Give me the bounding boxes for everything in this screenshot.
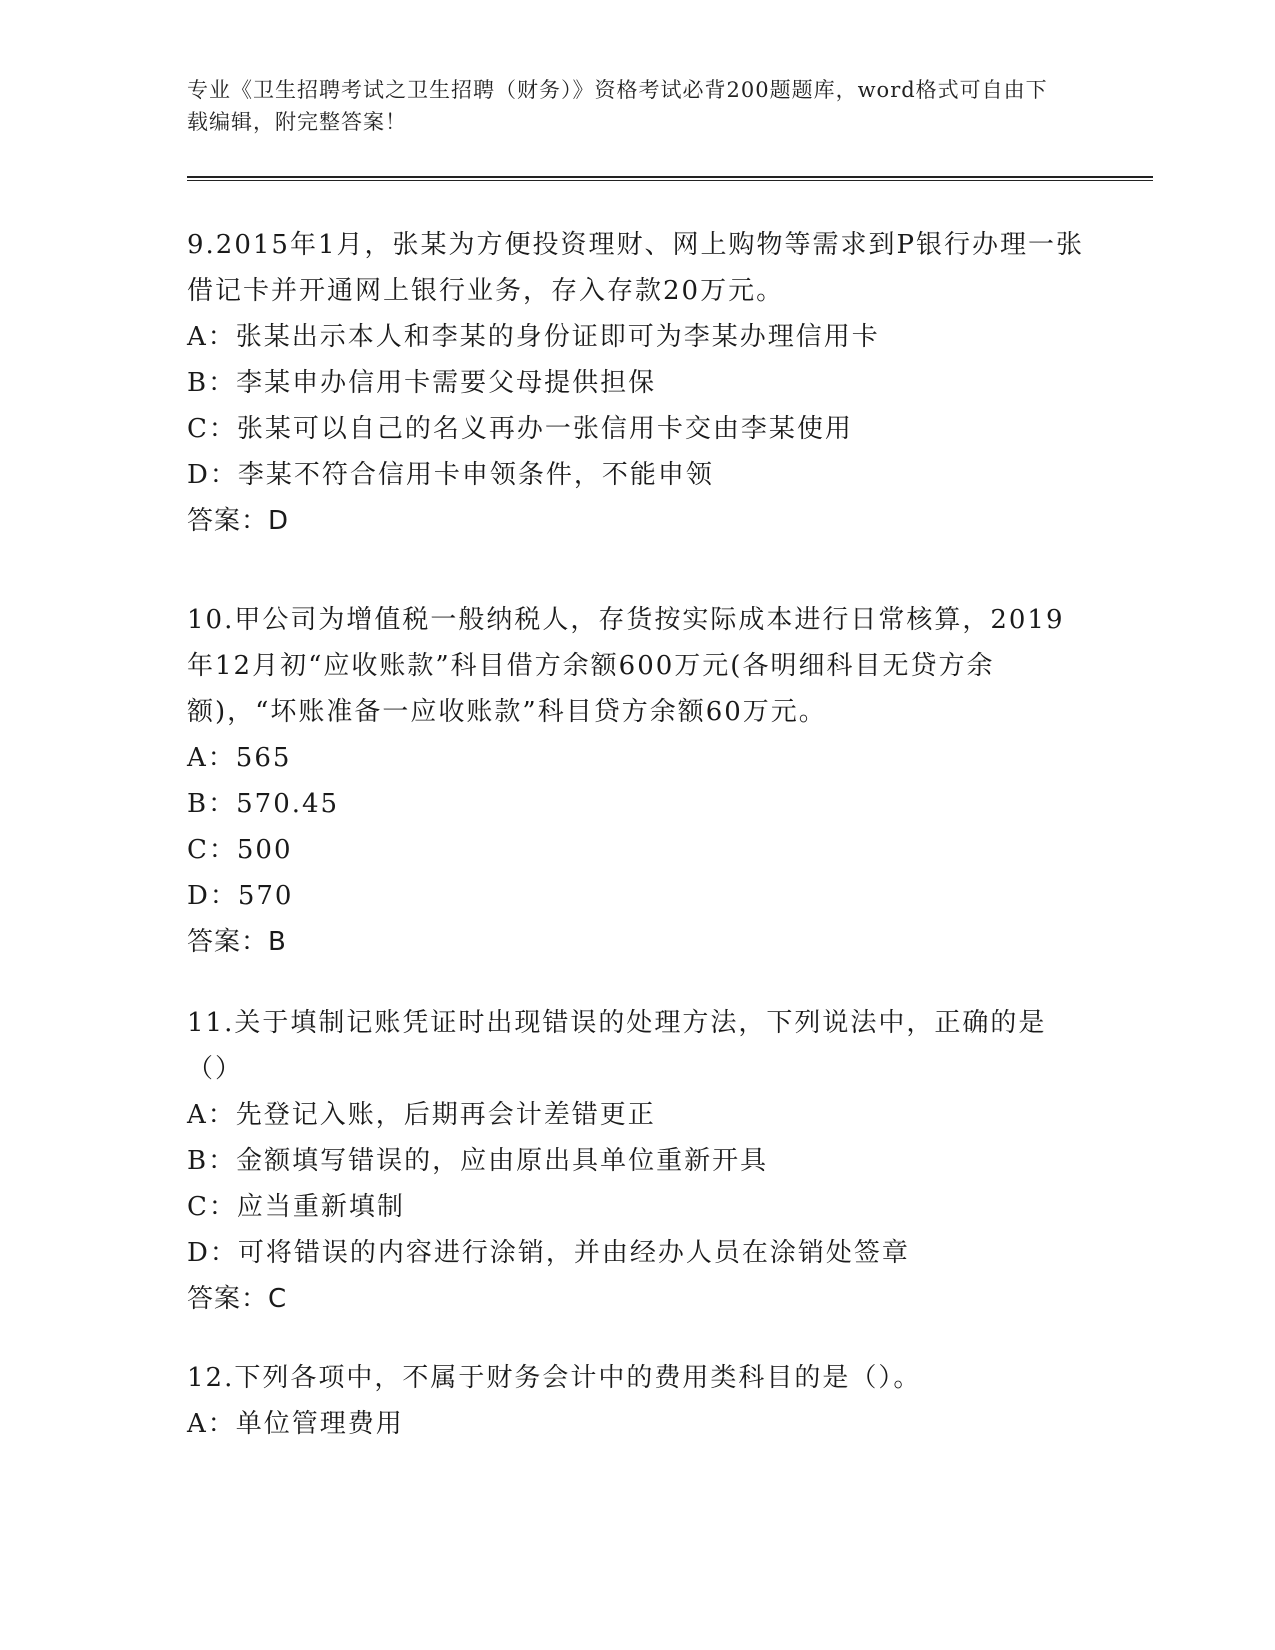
question-block [187, 597, 1087, 965]
option-d: D：李某不符合信用卡申领条件，不能申领 [187, 460, 714, 490]
header-text: 专业《卫生招聘考试之卫生招聘（财务）》资格考试必背200题题库，word格式可自由下载编辑，附完整答案！ [187, 78, 1048, 134]
option-a: A：张某出示本人和李某的身份证即可为李某办理信用卡 [187, 322, 880, 352]
answer-line: 答案：B [187, 927, 287, 957]
question-stem: 12.下列各项中，不属于财务会计中的费用类科目的是（）。 [187, 1363, 922, 1393]
question-stem: 9.2015年1月，张某为方便投资理财、网上购物等需求到P银行办理一张借记卡并开通网上银行业务，存入存款20万元。 [187, 230, 1085, 306]
option-a: A：单位管理费用 [187, 1409, 404, 1439]
answer-line: 答案：C [187, 1284, 288, 1314]
option-b: B：李某申办信用卡需要父母提供担保 [187, 368, 657, 398]
option-c: C：张某可以自己的名义再办一张信用卡交由李某使用 [187, 414, 853, 444]
header-divider [187, 176, 1153, 181]
option-b: B：金额填写错误的，应由原出具单位重新开具 [187, 1146, 769, 1176]
question-stem: 10.甲公司为增值税一般纳税人，存货按实际成本进行日常核算，2019年12月初“应收账款”科目借方余额600万元(各明细科目无贷方余额)，“坏账准备一应收账款”科目贷方余额60万元。 [187, 605, 1065, 727]
option-c: C：应当重新填制 [187, 1192, 405, 1222]
answer-line: 答案：D [187, 506, 290, 536]
option-c: C：500 [187, 835, 293, 865]
question-stem: 11.关于填制记账凭证时出现错误的处理方法，下列说法中，正确的是（） [187, 1008, 1047, 1084]
option-a: A：先登记入账，后期再会计差错更正 [187, 1100, 656, 1130]
option-d: D：570 [187, 881, 294, 911]
option-a: A：565 [187, 743, 292, 773]
question-block [187, 1000, 1087, 1322]
option-b: B：570.45 [187, 789, 340, 819]
document-header [187, 74, 1067, 138]
question-block [187, 1355, 1087, 1447]
question-block [187, 222, 1087, 544]
option-d: D：可将错误的内容进行涂销，并由经办人员在涂销处签章 [187, 1238, 910, 1268]
